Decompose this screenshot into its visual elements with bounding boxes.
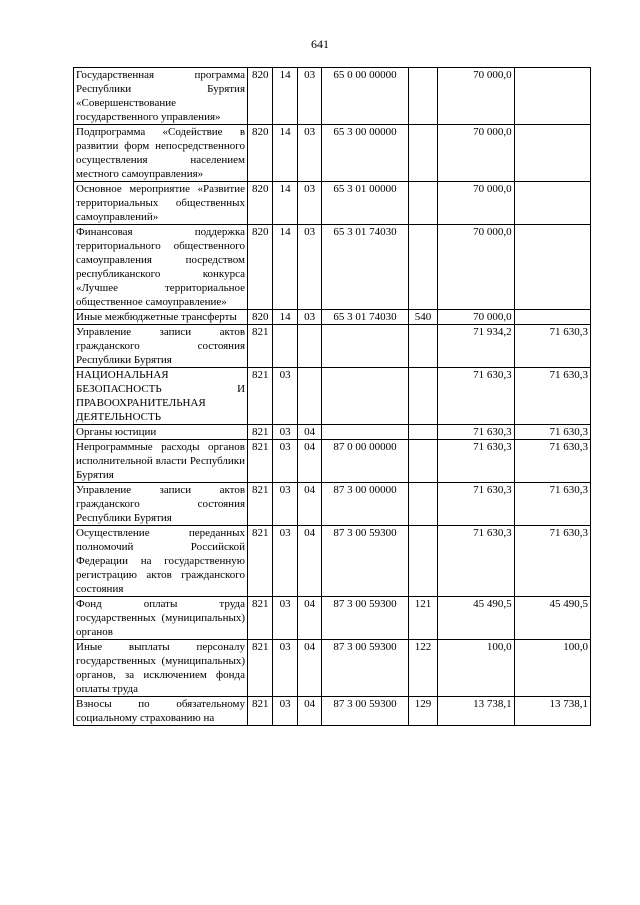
cell-rz: 03 — [273, 425, 297, 440]
cell-grbs: 821 — [248, 325, 273, 368]
cell-vr: 121 — [408, 597, 438, 640]
cell-rz: 14 — [273, 182, 297, 225]
cell-name: Управление записи актов гражданского состояния Республики Бурятия — [74, 325, 248, 368]
cell-csr: 65 3 01 74030 — [322, 225, 409, 310]
cell-grbs: 821 — [248, 425, 273, 440]
cell-sum2: 71 630,3 — [514, 425, 590, 440]
table-row — [74, 310, 591, 325]
cell-pr: 04 — [297, 697, 321, 726]
cell-csr: 87 3 00 59300 — [322, 597, 409, 640]
cell-csr: 87 3 00 59300 — [322, 640, 409, 697]
table-row — [74, 182, 591, 225]
cell-sum2: 71 630,3 — [514, 483, 590, 526]
cell-vr — [408, 368, 438, 425]
cell-vr — [408, 325, 438, 368]
cell-pr: 04 — [297, 440, 321, 483]
cell-name: Иные выплаты персоналу государственных (муниципальных) органов, за исключением фонда оплаты труда — [74, 640, 248, 697]
table-row — [74, 440, 591, 483]
table-row — [74, 526, 591, 597]
table-row — [74, 225, 591, 310]
cell-csr: 65 3 00 00000 — [322, 125, 409, 182]
cell-rz: 14 — [273, 68, 297, 125]
cell-vr — [408, 483, 438, 526]
cell-csr: 87 3 00 59300 — [322, 526, 409, 597]
table-row — [74, 68, 591, 125]
cell-rz: 03 — [273, 440, 297, 483]
cell-pr — [297, 325, 321, 368]
cell-pr — [297, 368, 321, 425]
budget-table — [73, 67, 591, 726]
cell-pr: 03 — [297, 225, 321, 310]
cell-grbs: 820 — [248, 225, 273, 310]
cell-sum2: 100,0 — [514, 640, 590, 697]
cell-sum2: 71 630,3 — [514, 440, 590, 483]
cell-name: Иные межбюджетные трансферты — [74, 310, 248, 325]
cell-csr — [322, 425, 409, 440]
cell-sum2 — [514, 225, 590, 310]
cell-rz: 14 — [273, 310, 297, 325]
cell-grbs: 821 — [248, 526, 273, 597]
budget-table-body — [74, 68, 591, 726]
cell-sum2 — [514, 68, 590, 125]
cell-csr: 87 3 00 00000 — [322, 483, 409, 526]
cell-csr: 65 3 01 00000 — [322, 182, 409, 225]
cell-vr — [408, 425, 438, 440]
cell-sum1: 13 738,1 — [438, 697, 514, 726]
cell-sum1: 70 000,0 — [438, 68, 514, 125]
cell-sum2: 71 630,3 — [514, 368, 590, 425]
cell-rz: 03 — [273, 697, 297, 726]
cell-name: Государственная программа Республики Бурятия «Совершенствование государственного управления» — [74, 68, 248, 125]
cell-rz: 03 — [273, 597, 297, 640]
cell-rz: 03 — [273, 526, 297, 597]
cell-pr: 03 — [297, 182, 321, 225]
table-row — [74, 325, 591, 368]
cell-sum1: 71 630,3 — [438, 368, 514, 425]
cell-vr — [408, 526, 438, 597]
cell-name: Управление записи актов гражданского состояния Республики Бурятия — [74, 483, 248, 526]
page-number: 641 — [311, 37, 329, 51]
cell-sum2 — [514, 125, 590, 182]
cell-rz: 03 — [273, 640, 297, 697]
cell-grbs: 820 — [248, 182, 273, 225]
cell-name: НАЦИОНАЛЬНАЯ БЕЗОПАСНОСТЬ И ПРАВООХРАНИТЕЛЬНАЯ ДЕЯТЕЛЬНОСТЬ — [74, 368, 248, 425]
table-row — [74, 597, 591, 640]
cell-csr — [322, 368, 409, 425]
cell-name: Фонд оплаты труда государственных (муниципальных) органов — [74, 597, 248, 640]
cell-sum2: 13 738,1 — [514, 697, 590, 726]
cell-pr: 03 — [297, 68, 321, 125]
cell-sum1: 70 000,0 — [438, 310, 514, 325]
cell-grbs: 821 — [248, 483, 273, 526]
cell-sum2 — [514, 310, 590, 325]
cell-rz: 03 — [273, 368, 297, 425]
cell-vr — [408, 182, 438, 225]
cell-vr — [408, 125, 438, 182]
cell-sum1: 45 490,5 — [438, 597, 514, 640]
cell-sum1: 70 000,0 — [438, 182, 514, 225]
cell-name: Основное мероприятие «Развитие территориальных общественных самоуправлений» — [74, 182, 248, 225]
cell-pr: 04 — [297, 483, 321, 526]
table-row — [74, 483, 591, 526]
cell-grbs: 821 — [248, 440, 273, 483]
cell-name: Взносы по обязательному социальному страхованию на — [74, 697, 248, 726]
table-row — [74, 368, 591, 425]
cell-pr: 04 — [297, 640, 321, 697]
cell-vr — [408, 68, 438, 125]
cell-vr: 540 — [408, 310, 438, 325]
table-row — [74, 425, 591, 440]
cell-grbs: 820 — [248, 68, 273, 125]
cell-name: Финансовая поддержка территориального общественного самоуправления посредством республиканского конкурса «Лучшее территориальное общественное самоуправление» — [74, 225, 248, 310]
table-row — [74, 697, 591, 726]
cell-sum1: 71 630,3 — [438, 425, 514, 440]
cell-rz: 03 — [273, 483, 297, 526]
cell-csr — [322, 325, 409, 368]
cell-pr: 04 — [297, 526, 321, 597]
cell-grbs: 821 — [248, 697, 273, 726]
cell-sum1: 71 934,2 — [438, 325, 514, 368]
cell-grbs: 821 — [248, 597, 273, 640]
cell-grbs: 821 — [248, 368, 273, 425]
cell-name: Осуществление переданных полномочий Российской Федерации на государственную регистрацию актов гражданского состояния — [74, 526, 248, 597]
cell-grbs: 821 — [248, 640, 273, 697]
cell-sum1: 71 630,3 — [438, 440, 514, 483]
cell-name: Подпрограмма «Содействие в развитии форм непосредственного осуществления населением местного самоуправления» — [74, 125, 248, 182]
cell-sum2: 45 490,5 — [514, 597, 590, 640]
cell-pr: 04 — [297, 425, 321, 440]
cell-sum1: 71 630,3 — [438, 483, 514, 526]
cell-name: Органы юстиции — [74, 425, 248, 440]
cell-vr: 129 — [408, 697, 438, 726]
cell-grbs: 820 — [248, 310, 273, 325]
cell-rz — [273, 325, 297, 368]
cell-name: Непрограммные расходы органов исполнительной власти Республики Бурятия — [74, 440, 248, 483]
cell-grbs: 820 — [248, 125, 273, 182]
cell-csr: 87 0 00 00000 — [322, 440, 409, 483]
cell-sum1: 70 000,0 — [438, 125, 514, 182]
cell-csr: 65 3 01 74030 — [322, 310, 409, 325]
cell-pr: 03 — [297, 125, 321, 182]
table-row — [74, 640, 591, 697]
cell-rz: 14 — [273, 225, 297, 310]
cell-vr: 122 — [408, 640, 438, 697]
cell-vr — [408, 440, 438, 483]
cell-csr: 87 3 00 59300 — [322, 697, 409, 726]
cell-csr: 65 0 00 00000 — [322, 68, 409, 125]
cell-sum2: 71 630,3 — [514, 325, 590, 368]
table-row — [74, 125, 591, 182]
cell-sum1: 100,0 — [438, 640, 514, 697]
cell-vr — [408, 225, 438, 310]
cell-pr: 03 — [297, 310, 321, 325]
cell-sum1: 71 630,3 — [438, 526, 514, 597]
cell-rz: 14 — [273, 125, 297, 182]
cell-sum1: 70 000,0 — [438, 225, 514, 310]
cell-pr: 04 — [297, 597, 321, 640]
cell-sum2 — [514, 182, 590, 225]
cell-sum2: 71 630,3 — [514, 526, 590, 597]
